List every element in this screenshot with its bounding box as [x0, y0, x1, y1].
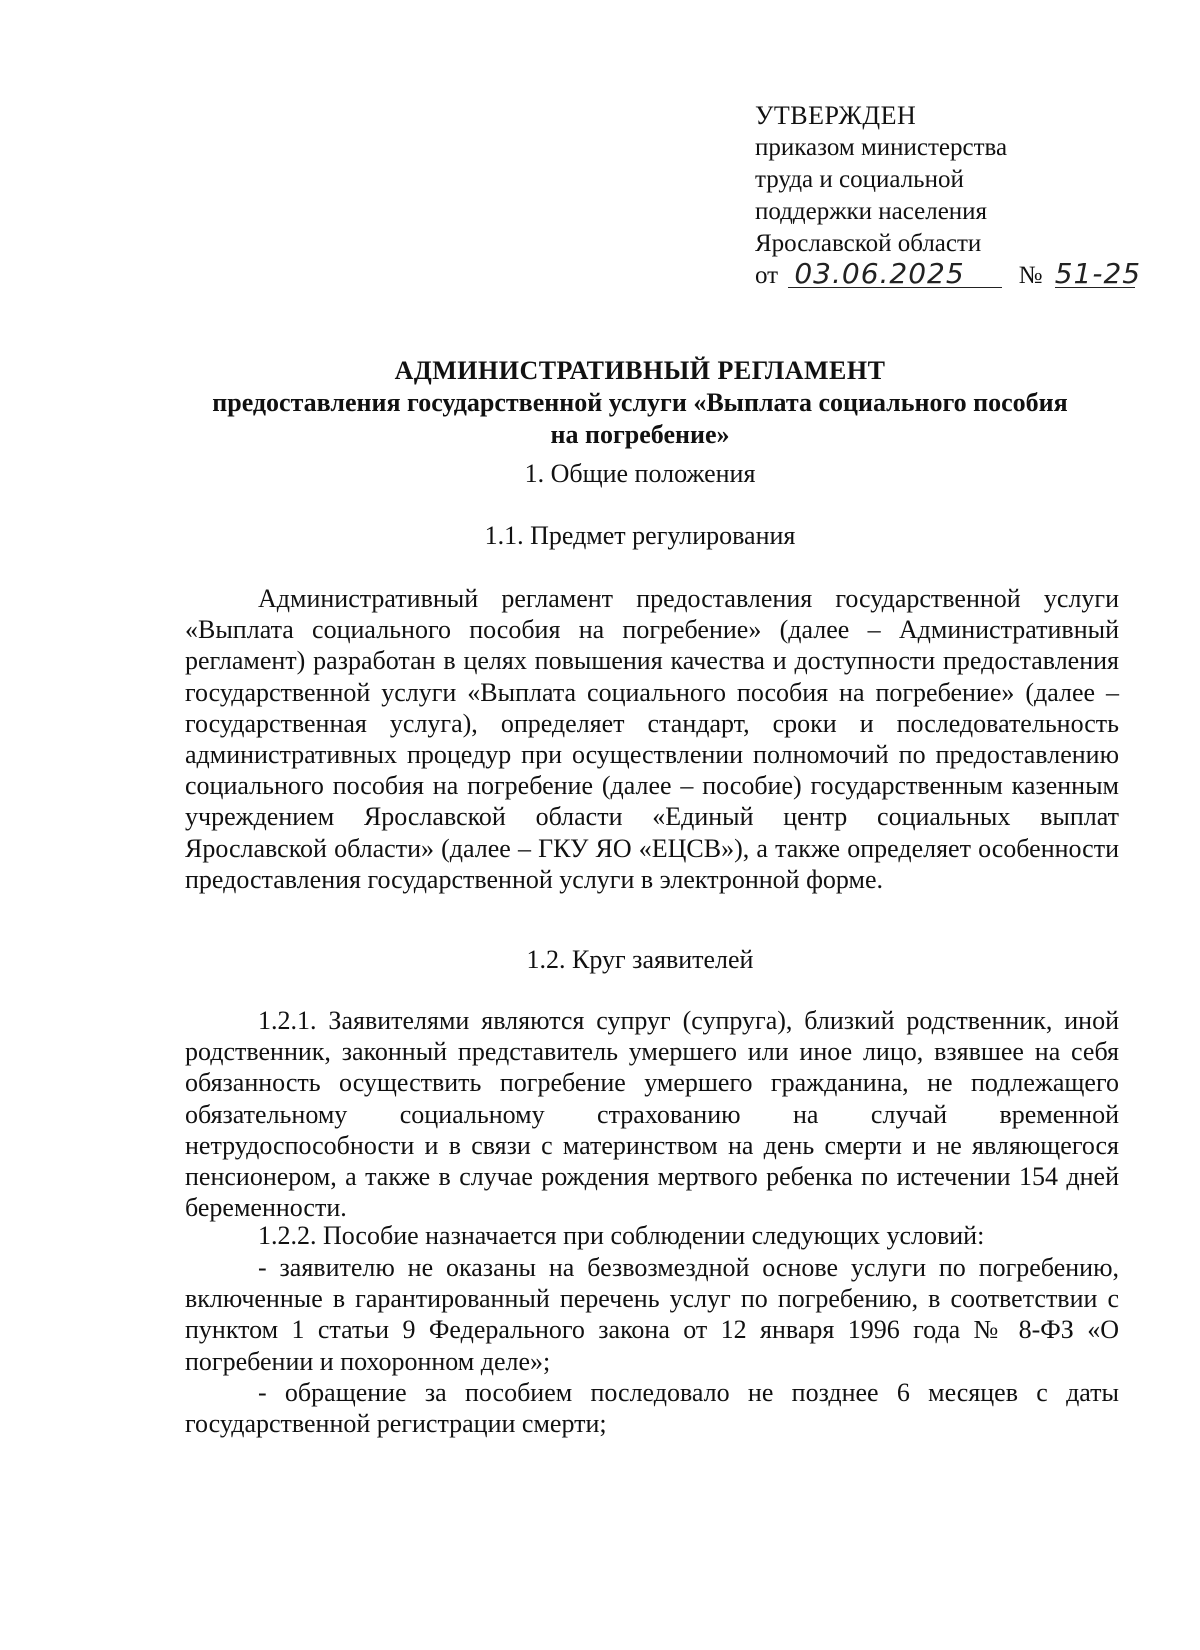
approval-line: Ярославской области	[755, 230, 982, 257]
paragraph-subject: Административный регламент предоставления государственной услуги «Выплата социального пособия на погребение» (далее – Административный регламент) разработан в целях повышения качества и доступности предоставления государственной услуги «Выплата социального пособия на погребение» (далее – государственная услуга), определяет стандарт, сроки и последовательность административных процедур при осуществлении полномочий по предоставлению социального пособия на погребение (далее – пособие) государственным казенным учреждением Ярославской области «Единый центр социальных выплат Ярославской области» (далее – ГКУ ЯО «ЕЦСВ»), а также определяет особенности предоставления государственной услуги в электронной форме.	[185, 584, 1119, 894]
handwritten-number: 51-25	[1054, 257, 1142, 290]
paragraph-applicants: 1.2.1. Заявителями являются супруг (супруга), близкий родственник, иной родственник, законный представитель умершего или иное лицо, взявшее на себя обязанность осуществить погребение умершего гражданина, не подлежащего обязательному социальному страхованию на случай временной нетрудоспособности и в связи с материнством на день смерти и не являющегося пенсионером, а также в случае рождения мертвого ребенка по истечении 154 дней беременности.	[185, 1006, 1119, 1223]
approval-line: приказом министерства	[755, 134, 1008, 161]
paragraph-condition-2: - обращение за пособием последовало не позднее 6 месяцев с даты государственной регистрации смерти;	[185, 1378, 1119, 1439]
title-main: АДМИНИСТРАТИВНЫЙ РЕГЛАМЕНТ	[394, 356, 886, 385]
paragraph-condition-1: - заявителю не оказаны на безвозмездной основе услуги по погребению, включенные в гарантированный перечень услуг по погребению, в соответствии с пунктом 1 статьи 9 Федерального закона от 12 января 1996 года № 8-ФЗ «О погребении и похоронном деле»;	[185, 1253, 1119, 1376]
approval-heading: УТВЕРЖДЕН	[755, 101, 917, 130]
approval-line: труда и социальной	[755, 166, 964, 193]
section-heading-general: 1. Общие положения	[524, 459, 756, 488]
title-subtitle-line1: предоставления государственной услуги «Выплата социального пособия	[212, 388, 1068, 417]
approval-date-line	[755, 257, 1142, 292]
title-subtitle-line2: на погребение»	[550, 420, 730, 449]
approval-stamp	[755, 100, 1142, 292]
date-prefix: от	[755, 262, 779, 289]
document-title	[150, 355, 1130, 451]
handwritten-date: 03.06.2025	[788, 261, 1002, 288]
section-heading-applicants: 1.2. Круг заявителей	[526, 945, 754, 974]
section-heading-subject: 1.1. Предмет регулирования	[484, 521, 796, 550]
paragraph-conditions: 1.2.2. Пособие назначается при соблюдении следующих условий:	[258, 1221, 985, 1250]
number-prefix: №	[1018, 262, 1043, 289]
approval-line: поддержки населения	[755, 198, 988, 225]
